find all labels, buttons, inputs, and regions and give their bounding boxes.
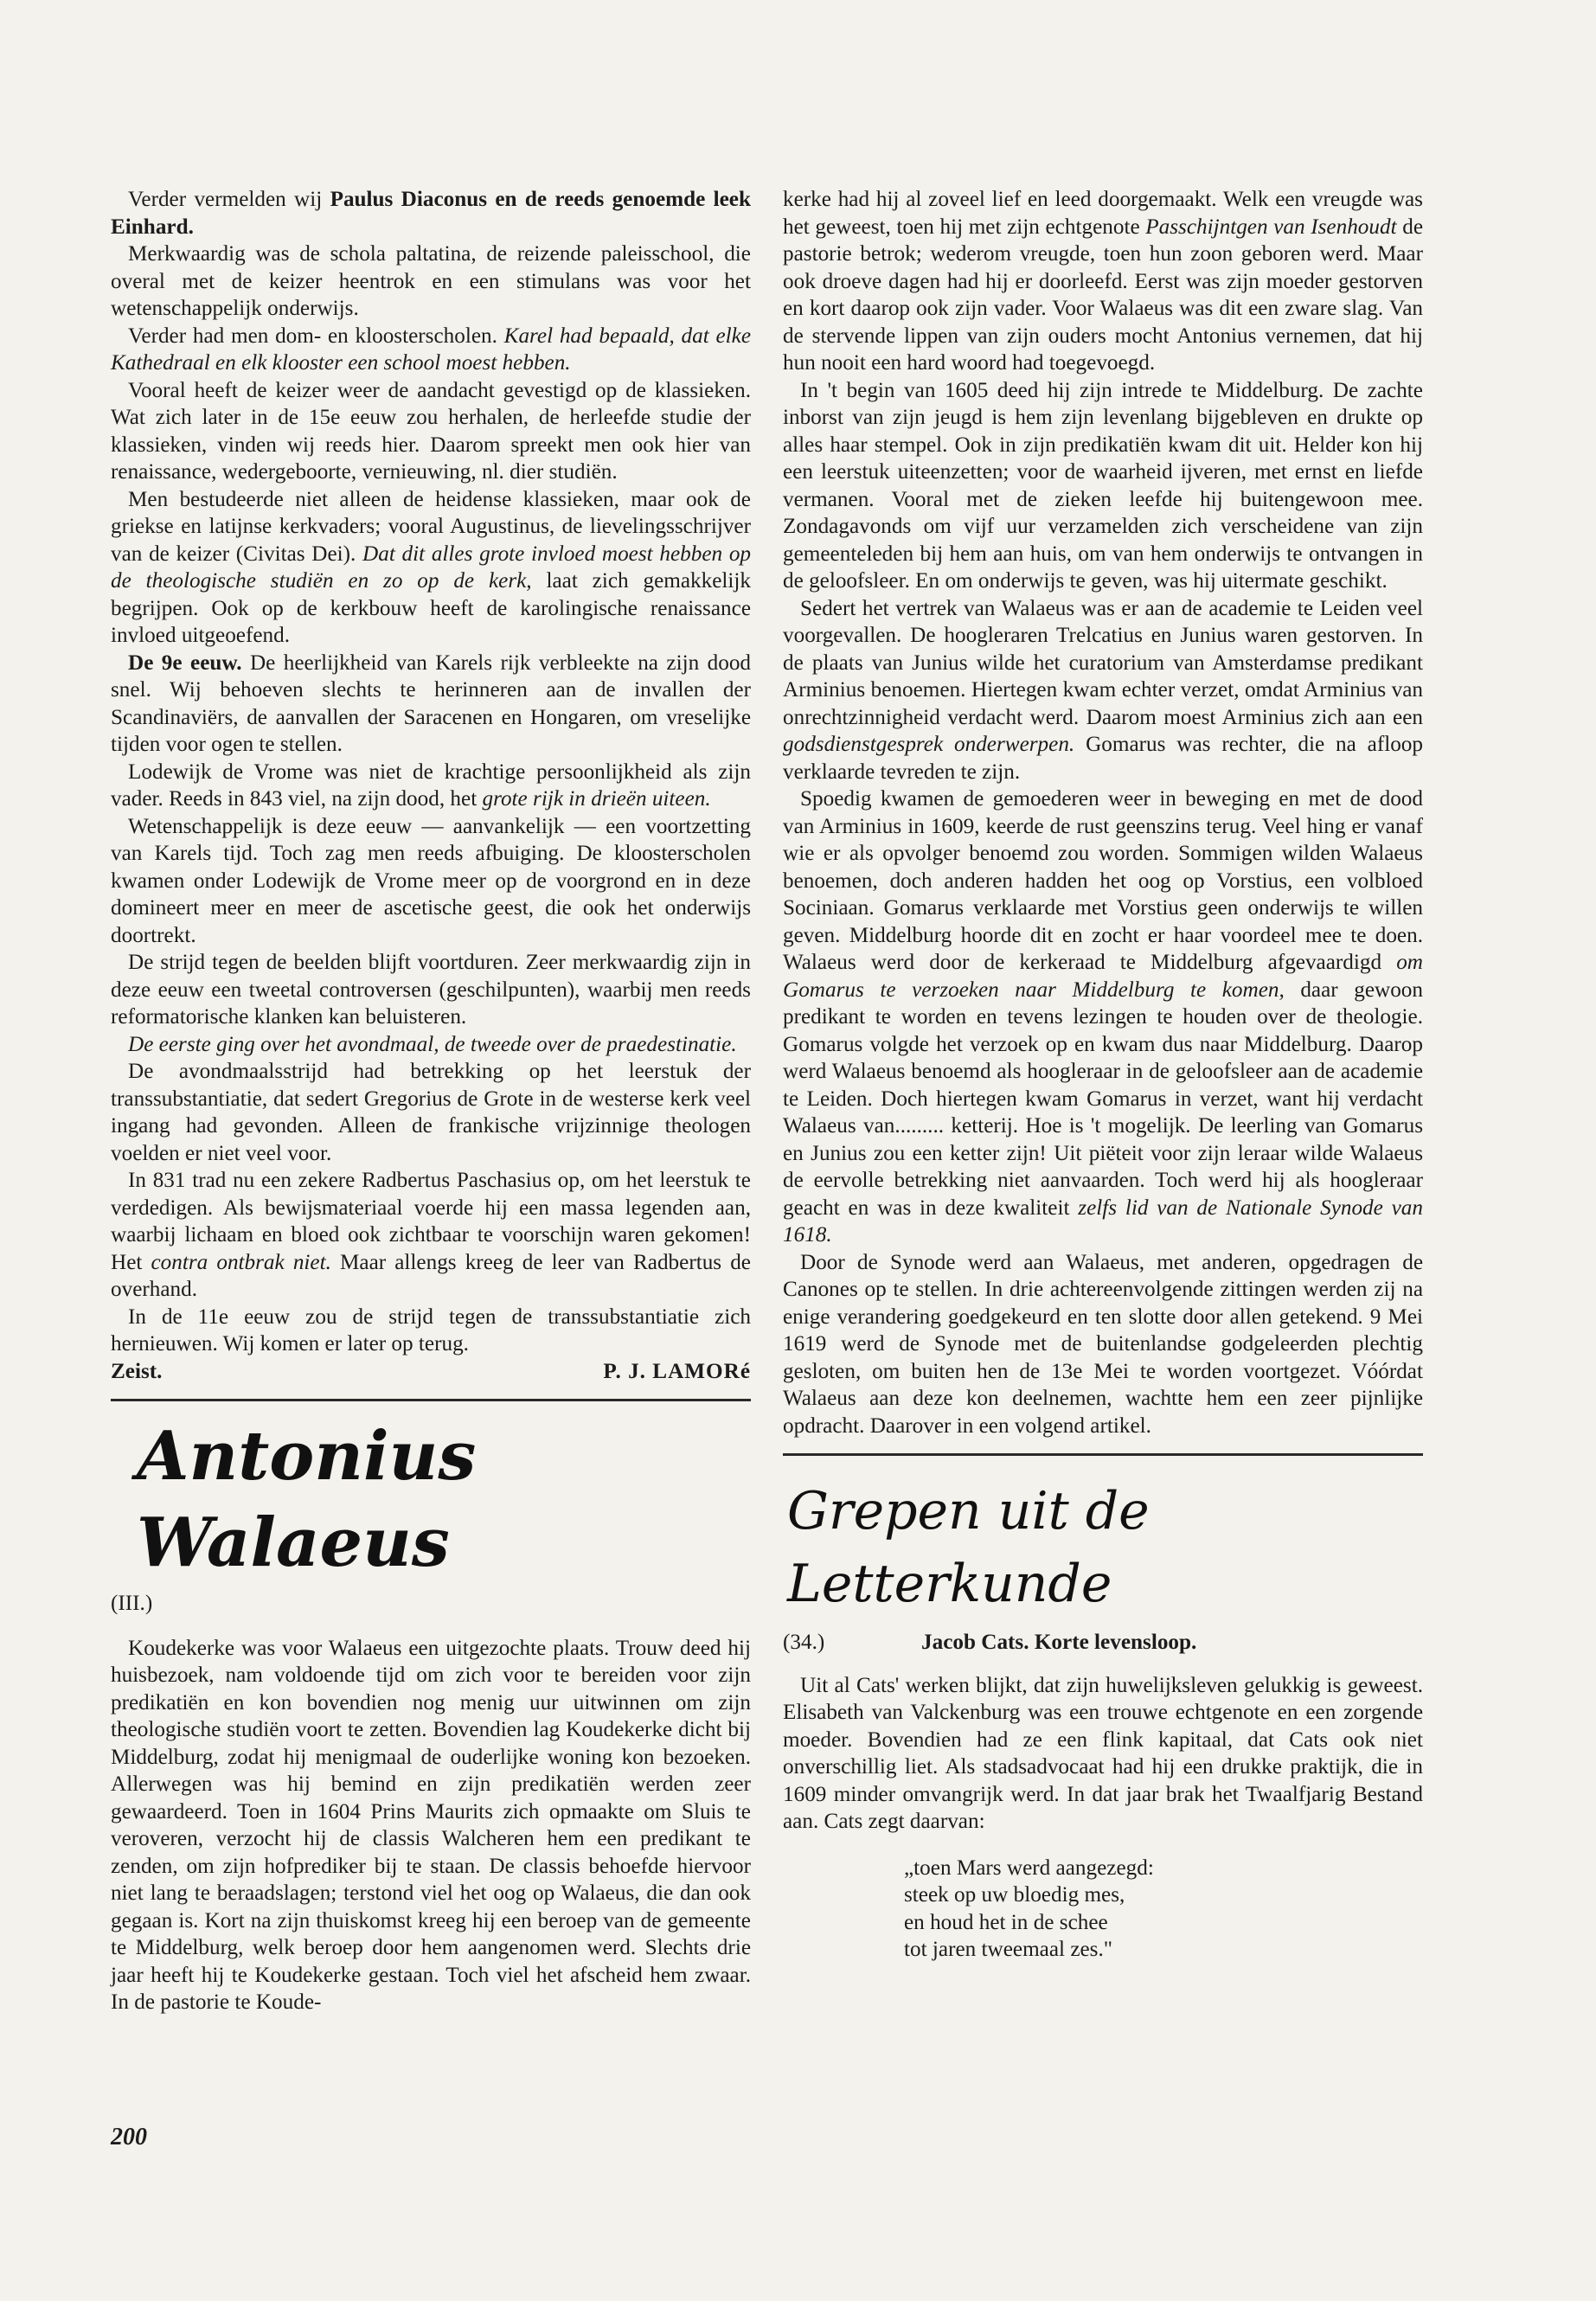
paragraph: Sedert het vertrek van Walaeus was er aan de academie te Leiden veel voorgevallen. De hoogleraren Trelcatius en Junius waren gestorven. In de plaats van Junius wilde het curatorium van Amsterdamse predikant Arminius benoemen. Hiertegen kwam echter verzet, omdat Arminius van onrechtzinnigheid verdacht werd. Daarom moest Arminius zich aan een godsdienstgesprek onderwerpen. Gomarus was rechter, die na afloop verklaarde tevreden te zijn.: [783, 596, 1423, 784]
paragraph: Verder had men dom- en kloosterscholen. Karel had bepaald, dat elke Kathedraal en elk klooster een school moest hebben.: [111, 324, 751, 375]
article-karolingische-renaissance: [111, 186, 751, 1385]
page-number: 200: [111, 2124, 147, 2150]
signature-author: P. J. LAMORé: [603, 1359, 751, 1383]
paragraph: kerke had hij al zoveel lief en leed doorgemaakt. Welk een vreugde was het geweest, toen hij met zijn echtgenote Passchijntgen van Isenhoudt de pastorie betrok; wederom vreugde, toen hun zoon geboren werd. Maar ook droeve dagen had hij er doorleefd. Eerst was zijn moeder gestorven en kort daarop ook zijn vader. Voor Walaeus was dit een zware slag. Van de stervende lippen van zijn ouders mocht Antonius vernemen, dat hij hun nooit een hard woord had toegevoegd.: [783, 188, 1423, 375]
paragraph: Verder vermelden wij Paulus Diaconus en de reeds genoemde leek Einhard.: [111, 188, 751, 239]
signature: [111, 1358, 751, 1386]
paragraph: De avondmaalsstrijd had betrekking op het leerstuk der transsubstantiatie, dat sedert Gregorius de Grote in de westerse kerk veel ingang had gevonden. Alleen de frankische vrijzinnige theologen voelden er niet veel voor.: [111, 1060, 751, 1165]
signature-place: Zeist.: [111, 1359, 163, 1383]
paragraph: In 831 trad nu een zekere Radbertus Paschasius op, om het leerstuk te verdedigen. Als bewijsmateriaal voerde hij een massa legenden aan, waarbij lichaam en bloed ook zichtbaar te voorschijn waren gekomen! Het contra ontbrak niet. Maar allengs kreeg de leer van Radbertus de overhand.: [111, 1169, 751, 1301]
paragraph: In de 11e eeuw zou de strijd tegen de transsubstantiatie zich hernieuwen. Wij komen er later op terug.: [111, 1304, 751, 1356]
right-column: [783, 186, 1423, 1964]
paragraph: In 't begin van 1605 deed hij zijn intrede te Middelburg. De zachte inborst van zijn jeugd is hem zijn levenlang bijgebleven en drukte op alles haar stempel. Ook in zijn predikatiën kwam dit uit. Helder kon hij een leerstuk uiteenzetten; voor de waarheid ijveren, met ernst en liefde vermanen. Vooral met de zieken leefde hij buitengewoon mee. Zondagavonds om vijf uur verzamelden zich verscheidene van zijn gemeenteleden bij hem aan huis, om van hem onderwijs te ontvangen in de geloofsleer. En om onderwijs te geven, was hij uitermate geschikt.: [783, 378, 1423, 593]
paragraph: Men bestudeerde niet alleen de heidense klassieken, maar ook de griekse en latijnse kerkvaders; vooral Augustinus, de lievelingsschrijver van de keizer (Civitas Dei). Dat dit alles grote invloed moest hebben op de theologische studiën en zo op de kerk, laat zich gemakkelijk begrijpen. Ook op de kerkbouw heeft de karolingische renaissance invloed uitgeoefend.: [111, 487, 752, 647]
paragraph: Vooral heeft de keizer weer de aandacht gevestigd op de klassieken. Wat zich later in de 15e eeuw zou herhalen, de herleefde studie der klassieken, vinden wij reeds hier. Daarom spreekt men ook hier van renaissance, wedergeboorte, vernieuwing, nl. dier studiën.: [111, 378, 751, 484]
paragraph: Spoedig kwamen de gemoederen weer in beweging en met de dood van Arminius in 1609, keerde de rust geenszins terug. Veel hing er vanaf wie er als opvolger benoemd zou worden. Sommigen wilden Walaeus benoemen, doch anderen hadden het oog op Vorstius, een volbloed Sociniaan. Gomarus verklaarde met Vorstius geen onderwijs te willen geven. Middelburg hoorde dit en zocht er haar voordeel mee te doen. Walaeus werd door de kerkeraad te Middelburg afgevaardigd om Gomarus te verzoeken naar Middelburg te komen, daar gewoon predikant te worden en tevens lezingen te houden over de theologie. Gomarus volgde het verzoek op en kwam dus naar Middelburg. Daarop werd Walaeus benoemd als hoogleraar in de geloofsleer aan de academie te Leiden. Doch hiertegen kwam Gomarus in verzet, want hij verdacht Walaeus van......... ketterij. Hoe is 't mogelijk. De leerling van Gomarus en Junius zou een ketter zijn! Uit piëteit voor zijn leraar wilde Walaeus de eervolle betrekking niet aanvaarden. Toch werd hij als hoogleraar geacht en was in deze kwaliteit zelfs lid van de Nationale Synode van 1618.: [783, 787, 1423, 1247]
poem-quote: [904, 1855, 1423, 1964]
paragraph: Lodewijk de Vrome was niet de krachtige persoonlijkheid als zijn vader. Reeds in 843 viel, na zijn dood, het grote rijk in drieën uiteen.: [111, 760, 751, 811]
section-divider: [111, 1399, 751, 1401]
article-grepen-uit-de-letterkunde: [783, 1475, 1423, 1964]
article-part-number: (III.): [111, 1592, 153, 1615]
article-subtitle: Jacob Cats. Korte levensloop.: [921, 1631, 1197, 1654]
paragraph: Merkwaardig was de schola paltatina, de reizende paleisschool, die overal met de keizer heentrok en een stimulans was voor het wetenschappelijk onderwijs.: [111, 242, 751, 320]
article-title: Antonius Walaeus: [137, 1417, 477, 1582]
paragraph: Uit al Cats' werken blijkt, dat zijn huwelijksleven gelukkig is geweest. Elisabeth van Valckenburg was een trouwe echtgenote en een zorgende moeder. Bovendien had ze een flink kapitaal, dat Cats ook niet onverschillig liet. Als stadsadvocaat had hij een drukke praktijk, die in 1609 minder omvangrijk werd. In dat jaar brak het Twaalfjarig Bestand aan. Cats zegt daarvan:: [783, 1673, 1423, 1833]
paragraph: De eerste ging over het avondmaal, de tweede over de praedestinatie.: [128, 1032, 737, 1056]
paragraph: De 9e eeuw. De heerlijkheid van Karels rijk verbleekte na zijn dood snel. Wij behoeven slechts te herinneren aan de invallen der Scandinaviërs, de aanvallen der Saracenen en Hongaren, om vreselijke tijden voor ogen te stellen.: [111, 651, 752, 756]
article-subheading: [783, 1629, 1423, 1657]
section-divider: [783, 1453, 1423, 1456]
poem-line: steek op uw bloedig mes,: [904, 1883, 1125, 1907]
article-antonius-walaeus: [111, 1413, 751, 2016]
paragraph: Door de Synode werd aan Walaeus, met anderen, opgedragen de Canones op te stellen. In drie achtereenvolgende zittingen werden zij na enige verandering goedgekeurd en ten slotte door allen getekend. 9 Mei 1619 werd de Synode met de buitenlandse godgeleerden plechtig gesloten, om buiten hen de 13e Mei te worden voortgezet. Vóórdat Walaeus aan deze kon deelnemen, wachtte hem een zeer pijnlijke opdracht. Daarover in een volgend artikel.: [783, 1250, 1423, 1438]
article-walaeus-continued: [783, 186, 1423, 1439]
article-title: Grepen uit de Letterkunde: [787, 1481, 1150, 1614]
paragraph: Wetenschappelijk is deze eeuw — aanvankelijk — een voortzetting van Karels tijd. Toch zag men reeds afbuiging. De kloosterscholen kwamen onder Lodewijk de Vrome meer op de voorgrond en in deze domineert meer en meer de ascetische geest, die ook het onderwijs doortrekt.: [111, 814, 751, 947]
paragraph: De strijd tegen de beelden blijft voortduren. Zeer merkwaardig zijn in deze eeuw een tweetal controversen (geschilpunten), waarbij men reeds reformatorische klanken kan beluisteren.: [111, 951, 751, 1029]
left-column: [111, 186, 751, 2016]
poem-line: tot jaren tweemaal zes.": [904, 1938, 1113, 1961]
paragraph: Koudekerke was voor Walaeus een uitgezochte plaats. Trouw deed hij huisbezoek, nam voldoende tijd om zich voor te bereiden voor zijn predikatiën en kon bovendien nog menig uur uitwinnen om zijn theologische studiën voort te zetten. Bovendien lag Koudekerke dicht bij Middelburg, zodat hij menigmaal de ouderlijke woning kon bezoeken. Allerwegen was hij bemind en zijn predikatiën werden zeer gewaardeerd. Toen in 1604 Prins Maurits zich opmaakte om Sluis te veroveren, verzocht hij de classis Walcheren hem een predikant te zenden, om zijn hofprediker bij te staan. De classis behoefde hiervoor niet lang te beraadslagen; terstond viel het oog op Walaeus, die dan ook gegaan is. Kort na zijn thuiskomst kreeg hij een beroep van de gemeente te Middelburg, welk beroep door hem aangenomen werd. Slechts drie jaar heeft hij te Koudekerke gestaan. Toch viel het afscheid hem zwaar. In de pastorie te Koude-: [111, 1636, 751, 2014]
poem-line: en houd het in de schee: [904, 1910, 1108, 1934]
poem-line: „toen Mars werd aangezegd:: [904, 1856, 1154, 1880]
article-part-number: (34.): [783, 1631, 825, 1654]
